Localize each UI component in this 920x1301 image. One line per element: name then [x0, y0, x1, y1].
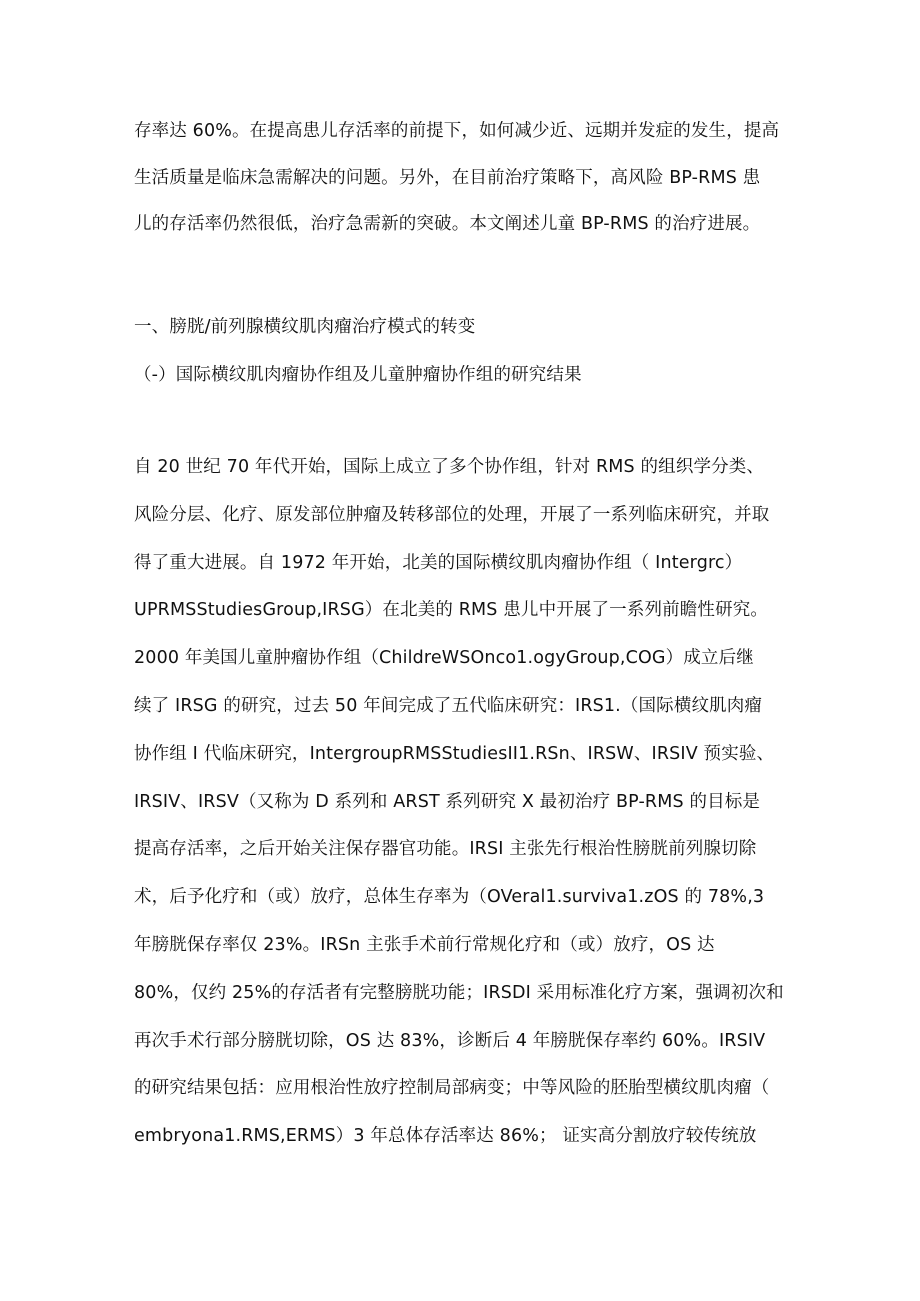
intro-paragraph [134, 120, 799, 260]
section-subheading-text: （-）国际横纹肌肉瘤协作组及儿童肿瘤协作组的研究结果 [134, 365, 582, 385]
section-subheading [134, 364, 799, 387]
paragraph-line: 自 20 世纪 70 年代开始，国际上成立了多个协作组，针对 RMS 的组织学分类、 [134, 457, 765, 477]
paragraph-line: 2000 年美国儿童肿瘤协作组（ChildreWSOnco1.ogyGroup,COG）成立后继 [134, 648, 754, 669]
section-heading-text: 一、膀胱/前列腺横纹肌肉瘤治疗模式的转变 [134, 317, 476, 337]
paragraph-line: 术，后予化疗和（或）放疗，总体生存率为（OVeral1.surviva1.zOS 的 78%,3 [134, 887, 765, 908]
paragraph-line: 儿的存活率仍然很低，治疗急需新的突破。本文阐述儿童 BP-RMS 的治疗进展。 [134, 214, 761, 234]
paragraph-line: 协作组 I 代临床研究，IntergroupRMSStudiesII1.RSn、IRSW、IRSIV 预实验、 [134, 743, 775, 764]
paragraph-line: 得了重大进展。自 1972 年开始，北美的国际横纹肌肉瘤协作组（ Intergrc） [134, 552, 743, 573]
body-paragraph [134, 456, 799, 1173]
paragraph-line: IRSIV、IRSV（又称为 D 系列和 ARST 系列研究 X 最初治疗 BP-RMS 的目标是 [134, 791, 761, 812]
section-heading [134, 316, 799, 339]
paragraph-line: 80%，仅约 25%的存活者有完整膀胱功能；IRSDI 采用标准化疗方案，强调初次和 [134, 982, 784, 1003]
paragraph-line: 生活质量是临床急需解决的问题。另外，在目前治疗策略下，高风险 BP-RMS 患 [134, 167, 761, 188]
paragraph-line: embryona1.RMS,ERMS）3 年总体存活率达 86%； 证实高分割放疗较传统放 [134, 1126, 757, 1147]
paragraph-line: 再次手术行部分膀胱切除，OS 达 83%，诊断后 4 年膀胱保存率约 60%。IRSIV [134, 1030, 766, 1051]
paragraph-line: 存率达 60%。在提高患儿存活率的前提下，如何减少近、远期并发症的发生，提高 [134, 121, 780, 141]
paragraph-line: 续了 IRSG 的研究，过去 50 年间完成了五代临床研究：IRS1.（国际横纹肌肉瘤 [134, 695, 763, 716]
paragraph-line: 的研究结果包括：应用根治性放疗控制局部病变；中等风险的胚胎型横纹肌肉瘤（ [134, 1078, 770, 1099]
paragraph-line: 提高存活率，之后开始关注保存器官功能。IRSI 主张先行根治性膀胱前列腺切除 [134, 839, 757, 860]
paragraph-line: 风险分层、化疗、原发部位肿瘤及转移部位的处理，开展了一系列临床研究，并取 [134, 504, 770, 525]
paragraph-line: UPRMSStudiesGroup,IRSG）在北美的 RMS 患儿中开展了一系列前瞻性研究。 [134, 600, 769, 621]
paragraph-line: 年膀胱保存率仅 23%。IRSn 主张手术前行常规化疗和（或）放疗，OS 达 [134, 934, 715, 955]
